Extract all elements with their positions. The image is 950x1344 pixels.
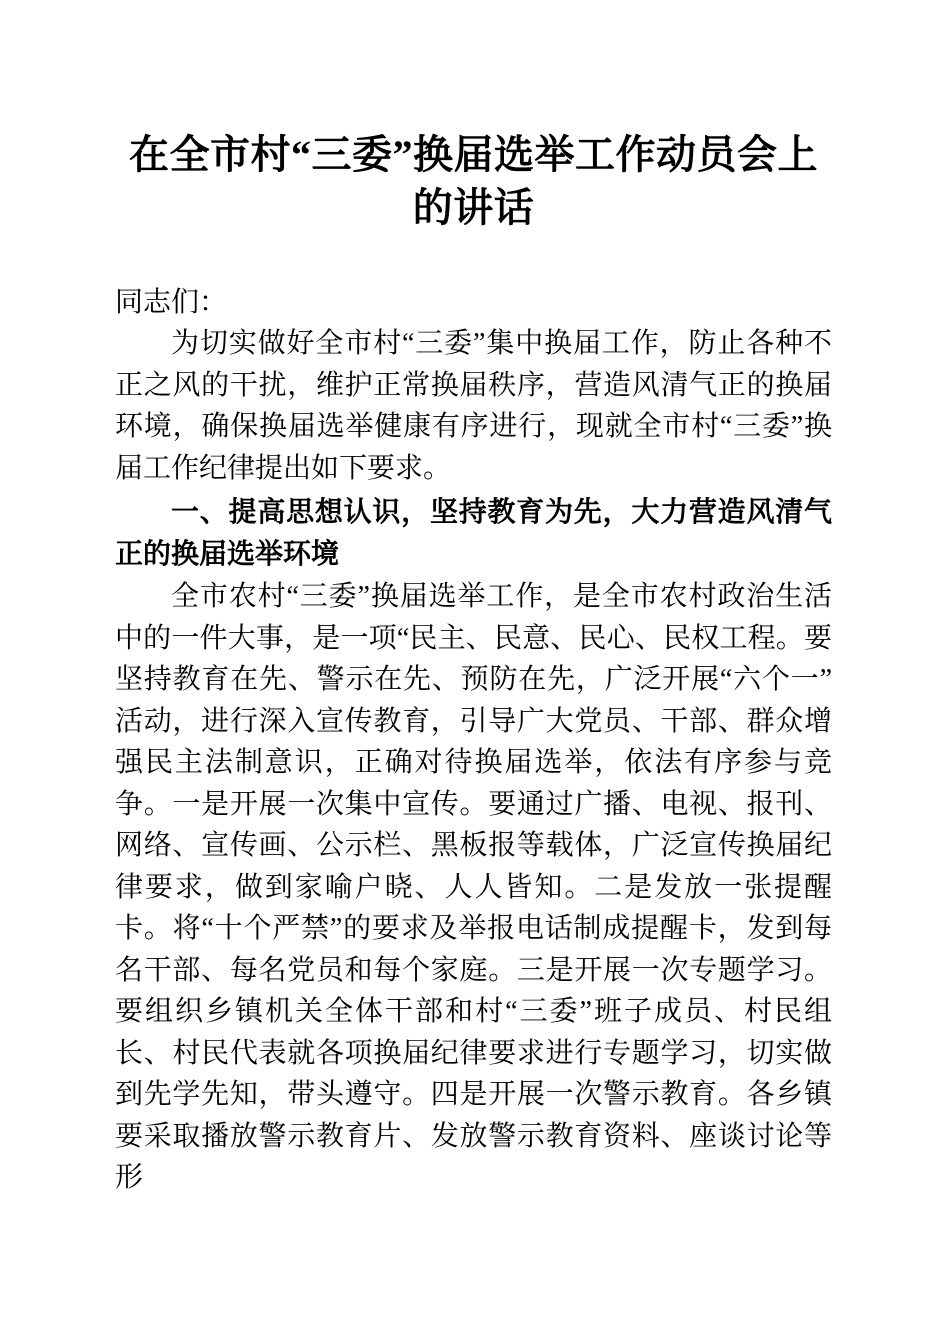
paragraph-intro: 为切实做好全市村“三委”集中换届工作，防止各种不正之风的干扰，维护正常换届秩序，营造风清气正的换届环境，确保换届选举健康有序进行，现就全市村“三委”换届工作纪律提出如下要求。 xyxy=(115,328,832,484)
section-heading-1: 一、提高思想认识，坚持教育为先，大力营造风清气正的换届选举环境 xyxy=(115,496,832,569)
page-title: 在全市村“三委”换届选举工作动员会上的讲话 xyxy=(129,132,818,230)
paragraph-section-1-body: 全市农村“三委”换届选举工作，是全市农村政治生活中的一件大事，是一项“民主、民意、民心、民权工程。要坚持教育在先、警示在先、预防在先，广泛开展“六个一”活动，进行深入宣传教育，引导广大党员、干部、群众增强民主法制意识，正确对待换届选举，依法有序参与竞争。一是开展一次集中宣传。要通过广播、电视、报刊、网络、宣传画、公示栏、黑板报等载体，广泛宣传换届纪律要求，做到家喻户晓、人人皆知。二是发放一张提醒卡。将“十个严禁”的要求及举报电话制成提醒卡，发到每名干部、每名党员和每个家庭。三是开展一次专题学习。要组织乡镇机关全体干部和村“三委”班子成员、村民组长、村民代表就各项换届纪律要求进行专题学习，切实做到先学先知，带头遵守。四是开展一次警示教育。各乡镇要采取播放警示教育片、发放警示教育资料、座谈讨论等形 xyxy=(115,581,832,1193)
document-content xyxy=(115,0,832,1199)
salutation: 同志们： xyxy=(115,287,228,318)
